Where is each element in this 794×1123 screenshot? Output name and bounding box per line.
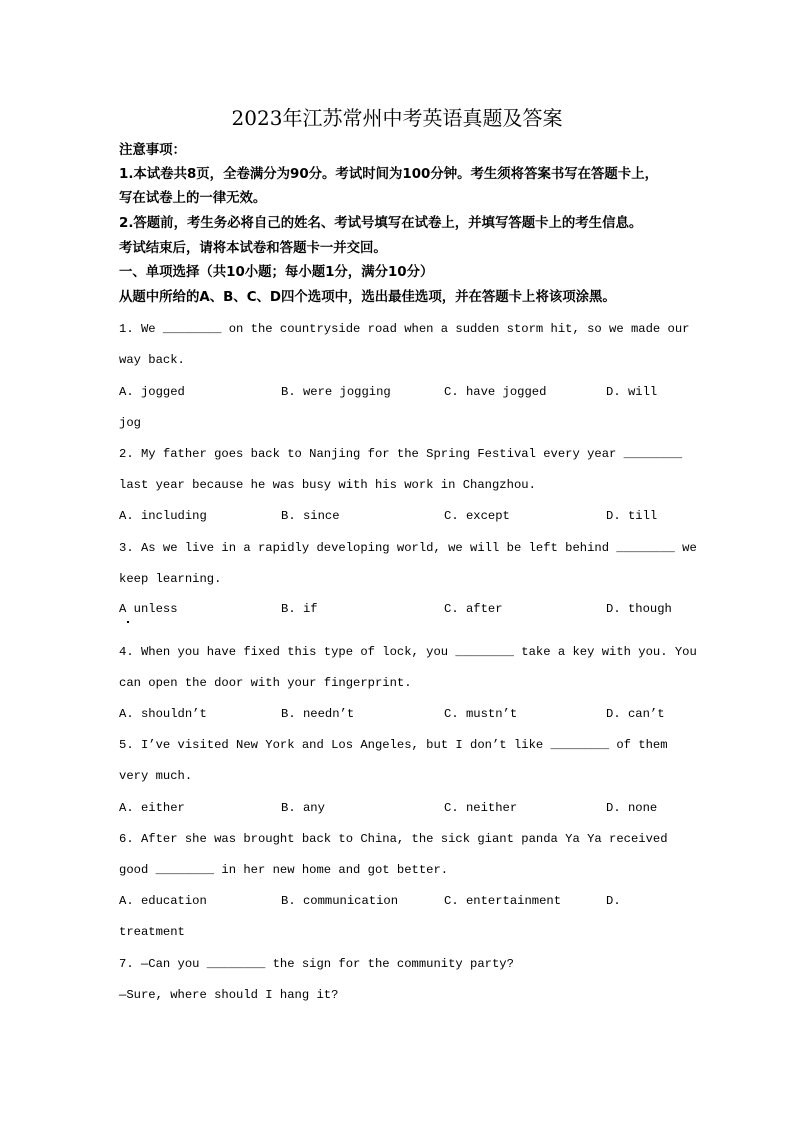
- option-d: D. though: [606, 602, 672, 616]
- stray-dot: [127, 621, 129, 623]
- question-1-line-1: 1. We ________ on the countryside road when a sudden storm hit, so we made our: [119, 322, 690, 336]
- page-title: 2023年江苏常州中考英语真题及答案: [231, 106, 563, 130]
- question-6-option-wrap: treatment: [119, 925, 185, 939]
- option-c: C. have jogged: [444, 385, 547, 399]
- question-6-line-1: 6. After she was brought back to China, the sick giant panda Ya Ya received: [119, 832, 668, 846]
- question-6-options: [119, 893, 719, 909]
- question-4-options: [119, 706, 719, 722]
- notes-heading: 注意事项：: [119, 143, 186, 158]
- option-b: B. any: [281, 801, 325, 815]
- option-d: D. none: [606, 801, 658, 815]
- question-2-line-2: last year because he was busy with his work in Changzhou.: [119, 478, 536, 492]
- option-a: A. education: [119, 894, 207, 908]
- option-c: C. neither: [444, 801, 518, 815]
- section-heading: 一、单项选择（共10小题；每小题1分，满分10分）: [119, 265, 434, 280]
- option-d: D. till: [606, 509, 658, 523]
- option-d: D. can’t: [606, 707, 665, 721]
- question-4-line-1: 4. When you have fixed this type of lock, you ________ take a key with you. You: [119, 645, 697, 659]
- option-b: B. if: [281, 602, 318, 616]
- option-b: B. were jogging: [281, 385, 391, 399]
- option-c: C. after: [444, 602, 503, 616]
- question-2-options: [119, 508, 719, 524]
- section-instruction: 从题中所给的A、B、C、D四个选项中，选出最佳选项，并在答题卡上将该项涂黑。: [119, 290, 616, 305]
- question-7-line-1: 7. —Can you ________ the sign for the community party?: [119, 957, 514, 971]
- notes-line-1a: 1.本试卷共8页，全卷满分为90分。考试时间为100分钟。考生须将答案书写在答题卡上，: [119, 167, 658, 182]
- option-a: A unless: [119, 602, 178, 616]
- notes-line-2b: 考试结束后，请将本试卷和答题卡一并交回。: [119, 241, 387, 256]
- notes-line-2a: 2.答题前，考生务必将自己的姓名、考试号填写在试卷上，并填写答题卡上的考生信息。: [119, 216, 643, 231]
- option-b: B. communication: [281, 894, 399, 908]
- question-1-line-2: way back.: [119, 353, 185, 367]
- option-d: D. will: [606, 385, 658, 399]
- option-b: B. needn’t: [281, 707, 355, 721]
- question-3-line-2: keep learning.: [119, 572, 222, 586]
- question-2-line-1: 2. My father goes back to Nanjing for the Spring Festival every year ________: [119, 447, 683, 461]
- question-5-line-1: 5. I’ve visited New York and Los Angeles, but I don’t like ________ of them: [119, 738, 668, 752]
- option-c: C. entertainment: [444, 894, 562, 908]
- option-c: C. mustn’t: [444, 707, 518, 721]
- option-c: C. except: [444, 509, 510, 523]
- question-4-line-2: can open the door with your fingerprint.: [119, 676, 412, 690]
- notes-line-1b: 写在试卷上的一律无效。: [119, 191, 267, 206]
- option-a: A. including: [119, 509, 207, 523]
- question-1-option-wrap: jog: [119, 416, 141, 430]
- question-5-line-2: very much.: [119, 769, 193, 783]
- option-a: A. either: [119, 801, 185, 815]
- option-a: A. jogged: [119, 385, 185, 399]
- question-1-options: [119, 384, 719, 400]
- option-d: D.: [606, 894, 621, 908]
- question-5-options: [119, 800, 719, 816]
- question-7-line-2: —Sure, where should I hang it?: [119, 988, 339, 1002]
- option-b: B. since: [281, 509, 340, 523]
- question-3-options: [119, 601, 719, 617]
- question-3-line-1: 3. As we live in a rapidly developing world, we will be left behind ________ we: [119, 541, 697, 555]
- option-a: A. shouldn’t: [119, 707, 207, 721]
- question-6-line-2: good ________ in her new home and got better.: [119, 863, 449, 877]
